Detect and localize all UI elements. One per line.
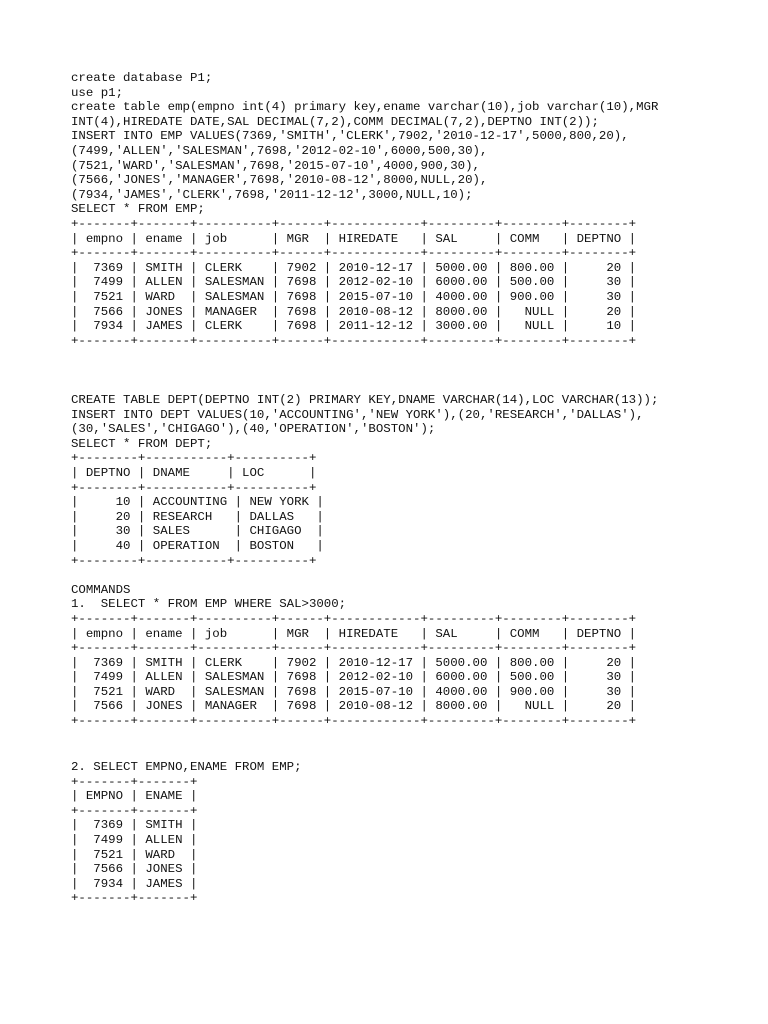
text-line: | 20 | RESEARCH | DALLAS | (71, 509, 324, 524)
text-line: COMMANDS (71, 582, 131, 597)
text-line: | 7566 | JONES | MANAGER | 7698 | 2010-08-12 | 8000.00 | NULL | 20 | (71, 699, 637, 714)
text-line: SELECT * FROM DEPT; (71, 436, 213, 451)
text-line: (7499,'ALLEN','SALESMAN',7698,'2012-02-10',6000,500,30), (71, 143, 488, 158)
dept-setup-block (71, 393, 658, 729)
text-line: | 10 | ACCOUNTING | NEW YORK | (71, 495, 324, 510)
text-line: | empno | ename | job | MGR | HIREDATE | SAL | COMM | DEPTNO | (71, 626, 637, 641)
text-line: +-------+-------+----------+------+------------+---------+--------+--------+ (71, 714, 637, 729)
text-line: | 7521 | WARD | SALESMAN | 7698 | 2015-07-10 | 4000.00 | 900.00 | 30 | (71, 289, 637, 304)
text-line: | EMPNO | ENAME | (71, 789, 198, 804)
text-line: +--------+-----------+----------+ (71, 480, 317, 495)
text-line: | 7934 | JAMES | (71, 876, 198, 891)
text-line: | 7934 | JAMES | CLERK | 7698 | 2011-12-12 | 3000.00 | NULL | 10 | (71, 319, 637, 334)
text-line: | 40 | OPERATION | BOSTON | (71, 538, 324, 553)
text-line: | 7499 | ALLEN | SALESMAN | 7698 | 2012-02-10 | 6000.00 | 500.00 | 30 | (71, 275, 637, 290)
text-line (71, 568, 658, 583)
text-line: | 7369 | SMITH | (71, 818, 198, 833)
text-line: +--------+-----------+----------+ (71, 451, 317, 466)
text-line: (7521,'WARD','SALESMAN',7698,'2015-07-10',4000,900,30), (71, 158, 480, 173)
text-line: +-------+-------+ (71, 803, 198, 818)
command-2-block (71, 760, 302, 906)
text-line: | empno | ename | job | MGR | HIREDATE | SAL | COMM | DEPTNO | (71, 231, 637, 246)
text-line: +-------+-------+----------+------+------------+---------+--------+--------+ (71, 641, 637, 656)
text-line: +-------+-------+ (71, 891, 198, 906)
text-line: +-------+-------+----------+------+------------+---------+--------+--------+ (71, 611, 637, 626)
text-line: +-------+-------+----------+------+------------+---------+--------+--------+ (71, 333, 637, 348)
text-line: INT(4),HIREDATE DATE,SAL DECIMAL(7,2),COMM DECIMAL(7,2),DEPTNO INT(2)); (71, 114, 599, 129)
text-line: INSERT INTO EMP VALUES(7369,'SMITH','CLERK',7902,'2010-12-17',5000,800,20), (71, 129, 629, 144)
text-line: CREATE TABLE DEPT(DEPTNO INT(2) PRIMARY KEY,DNAME VARCHAR(14),LOC VARCHAR(13)); (71, 393, 659, 407)
text-line: +--------+-----------+----------+ (71, 553, 317, 568)
text-line: | 7369 | SMITH | CLERK | 7902 | 2010-12-17 | 5000.00 | 800.00 | 20 | (71, 655, 637, 670)
text-line: 1. SELECT * FROM EMP WHERE SAL>3000; (71, 597, 347, 612)
text-line: +-------+-------+----------+------+------------+---------+--------+--------+ (71, 216, 637, 231)
text-line: | DEPTNO | DNAME | LOC | (71, 465, 317, 480)
text-line: (30,'SALES','CHIGAGO'),(40,'OPERATION','BOSTON'); (71, 422, 436, 437)
text-line: | 7369 | SMITH | CLERK | 7902 | 2010-12-17 | 5000.00 | 800.00 | 20 | (71, 260, 637, 275)
text-line: create database P1; (71, 71, 213, 85)
text-line: | 7521 | WARD | (71, 847, 198, 862)
text-line: (7566,'JONES','MANAGER',7698,'2010-08-12',8000,NULL,20), (71, 173, 488, 188)
text-line: | 7499 | ALLEN | SALESMAN | 7698 | 2012-02-10 | 6000.00 | 500.00 | 30 | (71, 670, 637, 685)
text-line: | 7566 | JONES | MANAGER | 7698 | 2010-08-12 | 8000.00 | NULL | 20 | (71, 304, 637, 319)
text-line: | 7499 | ALLEN | (71, 832, 198, 847)
text-line: INSERT INTO DEPT VALUES(10,'ACCOUNTING','NEW YORK'),(20,'RESEARCH','DALLAS'), (71, 407, 644, 422)
text-line: | 7566 | JONES | (71, 862, 198, 877)
text-line: | 7521 | WARD | SALESMAN | 7698 | 2015-07-10 | 4000.00 | 900.00 | 30 | (71, 684, 637, 699)
text-line: | 30 | SALES | CHIGAGO | (71, 524, 324, 539)
emp-setup-block (71, 71, 658, 348)
text-line: SELECT * FROM EMP; (71, 202, 205, 217)
text-line: create table emp(empno int(4) primary key,ename varchar(10),job varchar(10),MGR (71, 100, 659, 115)
text-line: use p1; (71, 85, 124, 100)
text-line: +-------+-------+ (71, 774, 198, 789)
text-line: 2. SELECT EMPNO,ENAME FROM EMP; (71, 760, 302, 774)
text-line: (7934,'JAMES','CLERK',7698,'2011-12-12',3000,NULL,10); (71, 187, 473, 202)
text-line: +-------+-------+----------+------+------------+---------+--------+--------+ (71, 246, 637, 261)
